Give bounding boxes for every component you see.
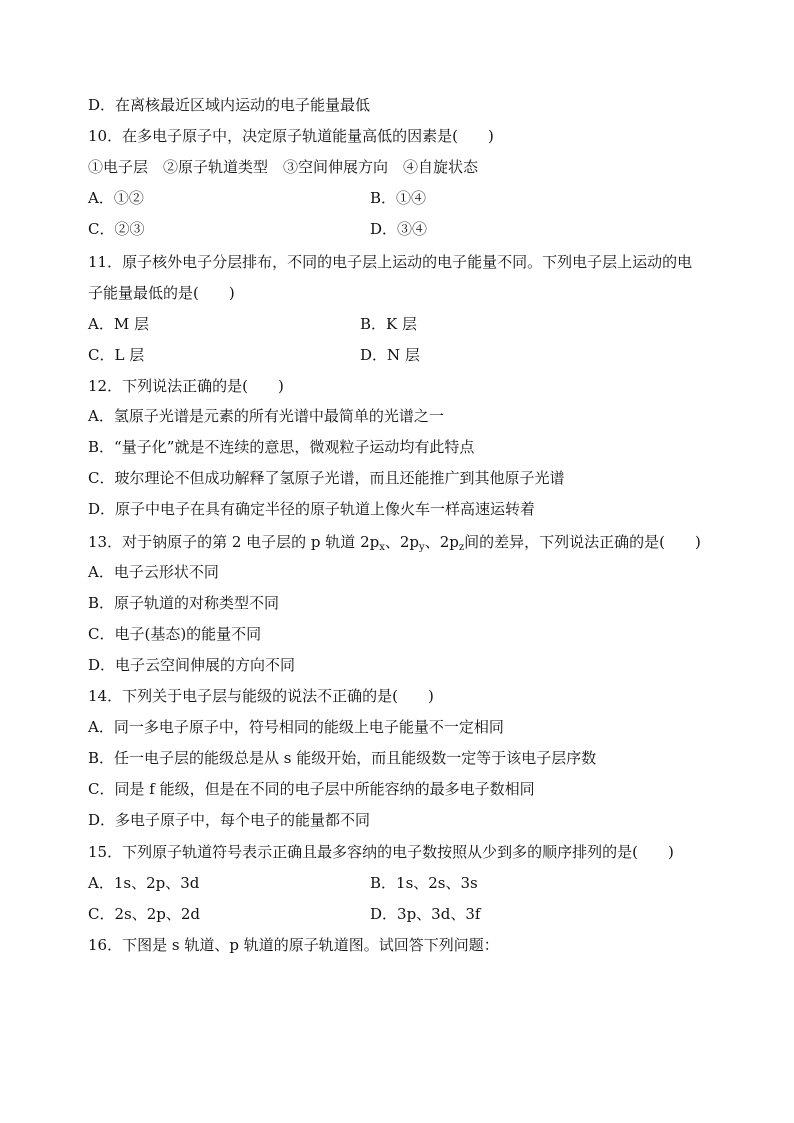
q14-stem: 14．下列关于电子层与能级的说法不正确的是( ) — [88, 687, 434, 705]
q12-stem: 12．下列说法正确的是( ) — [88, 377, 284, 395]
q15-options-row2 — [88, 904, 481, 924]
q14-option-c: C．同是 f 能级，但是在不同的电子层中所能容纳的最多电子数相同 — [88, 780, 535, 798]
q11-option-c: C．L 层 — [88, 346, 145, 364]
q13-option-c: C．电子(基态)的能量不同 — [88, 625, 262, 643]
q11-option-d: D．N 层 — [360, 346, 420, 364]
q11-stem-line1: 11．原子核外电子分层排布，不同的电子层上运动的电子能量不同。下列电子层上运动的电 — [88, 253, 693, 271]
q13-stem — [88, 532, 701, 552]
q11-options-row2 — [88, 345, 420, 365]
q13-sub-y: y — [419, 542, 425, 553]
q13-sep2: 、2p — [424, 533, 459, 551]
q13-stem-pre: 13．对于钠原子的第 2 电子层的 p 轨道 2p — [88, 533, 380, 551]
q14-option-a: A．同一多电子原子中，符号相同的能级上电子能量不一定相同 — [88, 718, 504, 736]
q13-sub-z: z — [458, 542, 465, 553]
q10-option-d: D．③④ — [370, 220, 428, 238]
q13-sep1: 、2p — [384, 533, 420, 551]
q13-option-b: B．原子轨道的对称类型不同 — [88, 594, 280, 612]
q13-option-a: A．电子云形状不同 — [88, 563, 219, 581]
q12-option-b: B．“量子化”就是不连续的意思，微观粒子运动均有此特点 — [88, 438, 475, 456]
q12-option-c: C．玻尔理论不但成功解释了氢原子光谱，而且还能推广到其他原子光谱 — [88, 469, 565, 487]
q13-option-d: D．电子云空间伸展的方向不同 — [88, 656, 296, 674]
q11-option-b: B．K 层 — [360, 315, 417, 333]
q15-option-b: B．1s、2s、3s — [370, 874, 478, 892]
q14-option-d: D．多电子原子中，每个电子的能量都不同 — [88, 811, 371, 829]
q9-option-d: D．在离核最近区域内运动的电子能量最低 — [88, 96, 371, 114]
q13-stem-post: 间的差异，下列说法正确的是( ) — [464, 533, 701, 551]
q15-option-d: D．3p、3d、3f — [370, 905, 481, 923]
q10-options-row1 — [88, 188, 427, 208]
q10-items: ①电子层 ②原子轨道类型 ③空间伸展方向 ④自旋状态 — [88, 158, 479, 176]
q14-option-b: B．任一电子层的能级总是从 s 能级开始，而且能级数一定等于该电子层序数 — [88, 749, 597, 767]
q15-option-a: A．1s、2p、3d — [88, 874, 200, 892]
q16-stem: 16．下图是 s 轨道、p 轨道的原子轨道图。试回答下列问题： — [88, 936, 499, 954]
q10-stem: 10．在多电子原子中，决定原子轨道能量高低的因素是( ) — [88, 127, 494, 145]
q15-option-c: C．2s、2p、2d — [88, 905, 201, 923]
q15-options-row1 — [88, 873, 478, 893]
q10-option-c: C．②③ — [88, 220, 145, 238]
q10-option-b: B．①④ — [370, 189, 427, 207]
q11-options-row1 — [88, 314, 417, 334]
q12-option-a: A．氢原子光谱是元素的所有光谱中最简单的光谱之一 — [88, 407, 444, 425]
q13-sub-x: x — [379, 542, 385, 553]
q10-options-row2 — [88, 219, 428, 239]
q12-option-d: D．原子中电子在具有确定半径的原子轨道上像火车一样高速运转着 — [88, 500, 536, 518]
q10-option-a: A．①② — [88, 189, 144, 207]
q15-stem: 15．下列原子轨道符号表示正确且最多容纳的电子数按照从少到多的顺序排列的是( ) — [88, 843, 674, 861]
q11-option-a: A．M 层 — [88, 315, 149, 333]
q11-stem-line2: 子能量最低的是( ) — [88, 284, 235, 302]
